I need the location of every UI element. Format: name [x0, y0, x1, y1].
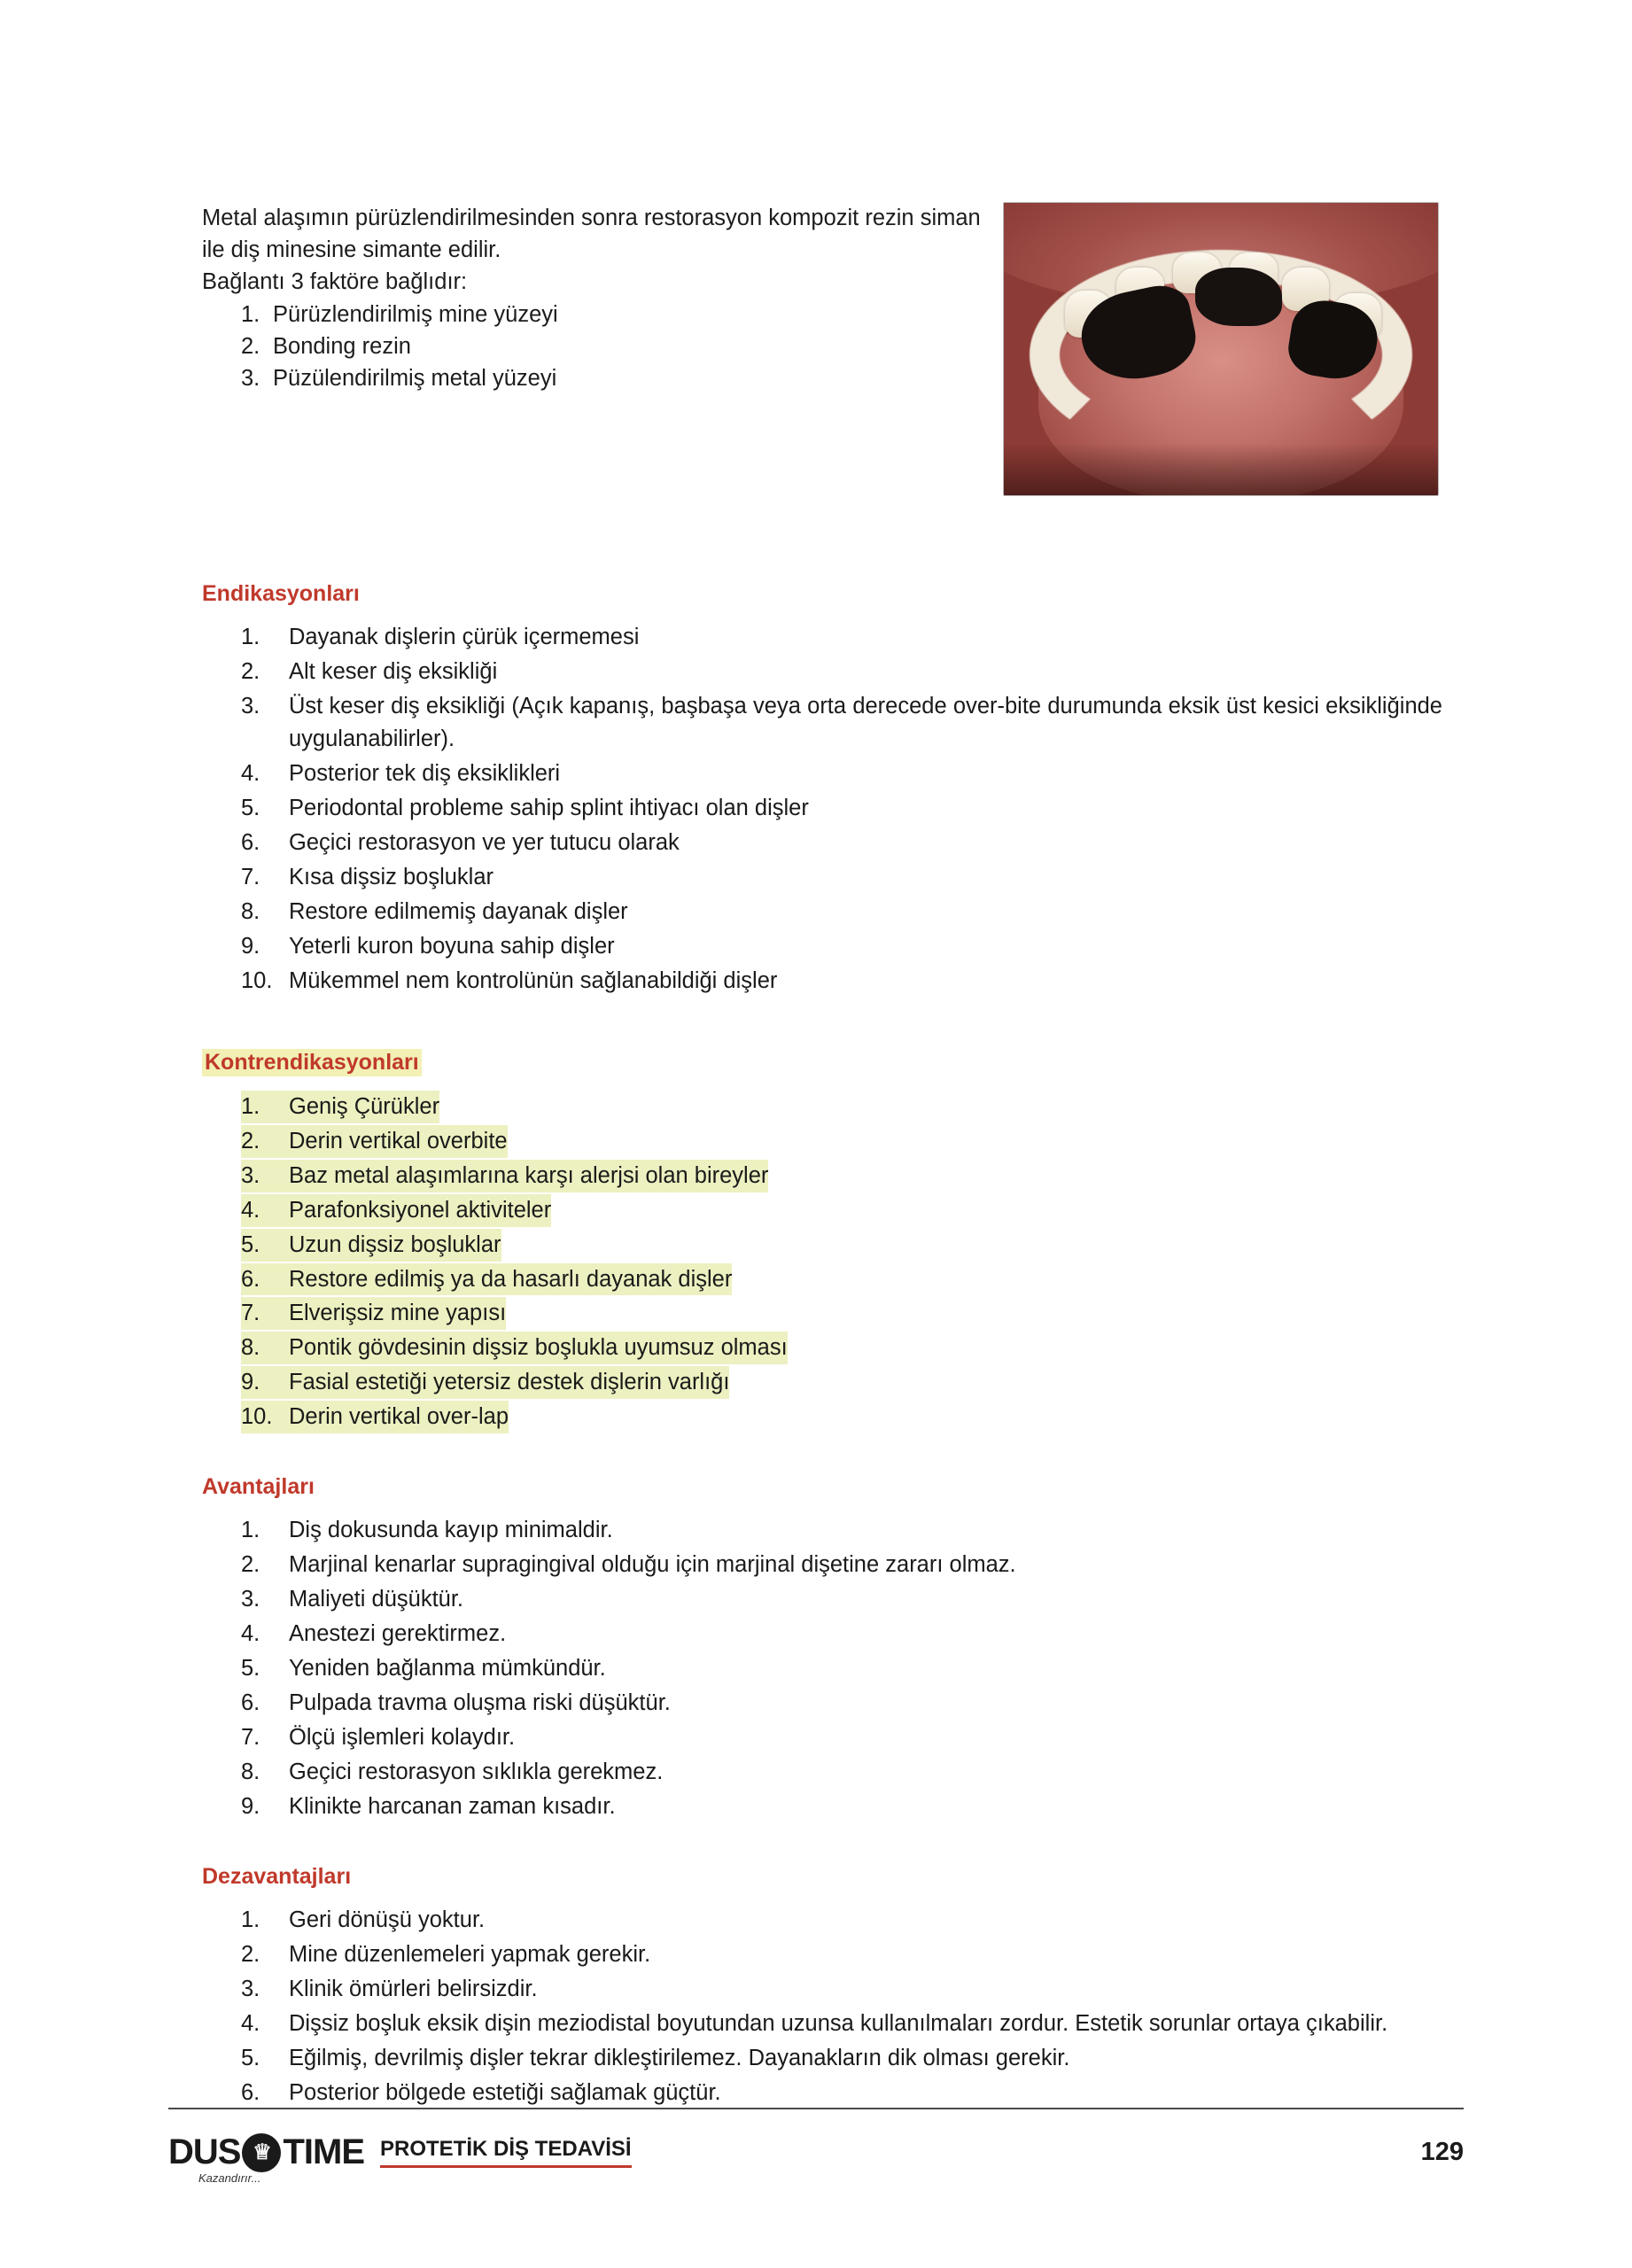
list-item-number: 10. [241, 967, 273, 993]
list-item [202, 1721, 1442, 1754]
list-item [202, 2008, 1442, 2040]
list-item-text: Marjinal kenarlar supragingival olduğu için marjinal dişetine zararı olmaz. [289, 1552, 1016, 1578]
list-item [202, 1583, 1442, 1616]
list-item-text: Kısa dişsiz boşluklar [289, 864, 494, 889]
list-item [202, 2077, 1442, 2109]
page-footer [168, 2108, 1464, 2185]
list-item-number: 9. [241, 933, 260, 959]
list-item [202, 1401, 1442, 1433]
list-item [202, 2042, 1442, 2075]
list-item-text: Fasial estetiği yetersiz destek dişlerin varlığı [289, 1366, 729, 1399]
list-item-text: Parafonksiyonel aktiviteler [289, 1194, 551, 1227]
list-item-number: 2. [241, 1942, 260, 1968]
list-item-text: Derin vertikal overbite [289, 1125, 508, 1158]
list-item-number: 4. [241, 1621, 260, 1647]
list-item-text: Dişsiz boşluk eksik dişin meziodistal boyutundan uzunsa kullanılmaları zordur. Estetik sorunlar ortaya çıkabilir. [289, 2010, 1388, 2036]
list-item-number: 5. [241, 795, 260, 820]
list-item-text: Klinik ömürleri belirsizdir. [289, 1977, 538, 2001]
intro-factor-list [202, 299, 982, 395]
section-list [202, 621, 1442, 998]
list-item [202, 757, 1442, 790]
logo-text-left: DUS [168, 2132, 241, 2171]
list-item [202, 1297, 1442, 1330]
list-item-number: 1. [241, 1518, 260, 1543]
logo-tagline: Kazandırır... [198, 2171, 261, 2185]
intro-text-block [202, 202, 982, 394]
list-item-text: Pontik gövdesinin dişsiz boşlukla uyumsuz olması [289, 1332, 788, 1364]
list-item-number: 3. [241, 1160, 289, 1192]
list-item-text: Uzun dişsiz boşluklar [289, 1229, 501, 1262]
list-item-text: Geçici restorasyon sıklıkla gerekmez. [289, 1759, 664, 1785]
list-item-number: 3. [241, 366, 260, 392]
list-item-number: 3. [241, 1977, 260, 2001]
list-item [202, 299, 982, 330]
list-item-text: Eğilmiş, devrilmiş dişler tekrar dikleştirilemez. Dayanakların dik olması gerekir. [289, 2045, 1070, 2070]
list-item-text: Diş dokusunda kayıp minimaldir. [289, 1518, 613, 1543]
list-item-number: 1. [241, 301, 260, 327]
list-item-text: Pulpada travma oluşma riski düşüktür. [289, 1690, 671, 1716]
list-item-text: Üst keser diş eksikliği (Açık kapanış, başbaşa veya orta derecede over-bite durumunda eksik üst kesici eksikliğinde uygulanabilirler). [289, 693, 1442, 751]
list-item-text: Geçici restorasyon ve yer tutucu olarak [289, 829, 680, 855]
list-item-number: 3. [241, 1587, 260, 1612]
list-item-text: Restore edilmemiş dayanak dişler [289, 898, 628, 924]
list-item-number: 6. [241, 2079, 260, 2105]
section-list [202, 1091, 1442, 1434]
list-item-number: 6. [241, 1263, 289, 1296]
list-item-text: Yeniden bağlanma mümkündür. [289, 1656, 606, 1682]
list-item-number: 9. [241, 1794, 260, 1820]
clinical-photo [1003, 202, 1439, 496]
list-item-number: 1. [241, 1091, 289, 1123]
footer-brand [168, 2132, 632, 2185]
list-item-number: 6. [241, 829, 260, 855]
list-item-text: Bonding rezin [273, 333, 411, 359]
list-item [202, 690, 1442, 756]
list-item-text: Restore edilmiş ya da hasarlı dayanak dişler [289, 1263, 732, 1296]
list-item [202, 1973, 1442, 2006]
section-avantajlari [202, 1474, 1442, 1823]
list-item [202, 1652, 1442, 1685]
page-number: 129 [1420, 2138, 1464, 2166]
section-title: Avantajları [202, 1474, 315, 1500]
section-endikasyonlari [202, 581, 1442, 998]
photo-shadow [1004, 443, 1438, 495]
list-item [202, 896, 1442, 928]
list-item [202, 1160, 1442, 1192]
list-item-text: Yeterli kuron boyuna sahip dişler [289, 933, 615, 959]
list-item-text: Posterior tek diş eksiklikleri [289, 760, 561, 786]
list-item [202, 656, 1442, 688]
list-item-text: Pürüzlendirilmiş mine yüzeyi [273, 301, 558, 327]
tooth-icon: ♕ [242, 2133, 281, 2172]
list-item-number: 5. [241, 2045, 260, 2070]
list-item [202, 362, 982, 394]
list-item-number: 5. [241, 1229, 289, 1262]
list-item-text: Ölçü işlemleri kolaydır. [289, 1725, 516, 1751]
list-item-number: 6. [241, 1690, 260, 1716]
list-item-text: Maliyeti düşüktür. [289, 1587, 464, 1612]
list-item-text: Geniş Çürükler [289, 1091, 439, 1123]
list-item-number: 2. [241, 1552, 260, 1578]
list-item-number: 8. [241, 898, 260, 924]
section-title: Dezavantajları [202, 1864, 352, 1890]
list-item-number: 7. [241, 1297, 289, 1330]
intro-paragraph-2: Bağlantı 3 faktöre bağlıdır: [202, 269, 468, 295]
section-list [202, 1514, 1442, 1823]
list-item [202, 1125, 1442, 1158]
list-item [202, 1194, 1442, 1227]
list-item-number: 9. [241, 1366, 289, 1399]
list-item-number: 1. [241, 1907, 260, 1933]
list-item-number: 8. [241, 1332, 289, 1364]
list-item-text: Anestezi gerektirmez. [289, 1621, 507, 1647]
list-item [202, 1366, 1442, 1399]
list-item [202, 1756, 1442, 1789]
list-item [202, 1790, 1442, 1823]
page-content [202, 202, 1442, 2111]
list-item [202, 1549, 1442, 1581]
list-item [202, 1904, 1442, 1937]
list-item [202, 621, 1442, 654]
list-item-number: 5. [241, 1656, 260, 1682]
intro-section [202, 202, 1442, 496]
list-item [202, 1263, 1442, 1296]
list-item-number: 2. [241, 1125, 289, 1158]
list-item [202, 1091, 1442, 1123]
list-item-number: 7. [241, 1725, 260, 1751]
list-item-number: 8. [241, 1759, 260, 1785]
section-title: Endikasyonları [202, 581, 360, 606]
list-item-text: Mine düzenlemeleri yapmak gerekir. [289, 1942, 651, 1968]
list-item [202, 1687, 1442, 1720]
list-item-text: Elverişsiz mine yapısı [289, 1297, 506, 1330]
list-item-number: 4. [241, 760, 260, 786]
list-item [202, 1618, 1442, 1651]
list-item [202, 930, 1442, 963]
logo [168, 2132, 364, 2185]
list-item-text: Mükemmel nem kontrolünün sağlanabildiği dişler [289, 967, 778, 993]
logo-text-right: TIME [283, 2132, 364, 2171]
list-item [202, 1229, 1442, 1262]
list-item-text: Alt keser diş eksikliği [289, 658, 498, 684]
list-item-number: 2. [241, 333, 260, 359]
list-item-text: Püzülendirilmiş metal yüzeyi [273, 366, 557, 392]
list-item-number: 1. [241, 625, 260, 649]
section-title: Kontrendikasyonları [202, 1049, 422, 1076]
list-item-text: Geri dönüşü yoktur. [289, 1907, 486, 1933]
list-item [202, 330, 982, 362]
list-item [202, 1514, 1442, 1547]
list-item-number: 4. [241, 2010, 260, 2036]
footer-subject: PROTETİK DİŞ TEDAVİSİ [380, 2137, 632, 2168]
list-item-number: 2. [241, 658, 260, 684]
list-item-number: 3. [241, 693, 260, 718]
list-item [202, 965, 1442, 998]
list-item-text: Klinikte harcanan zaman kısadır. [289, 1794, 616, 1820]
section-list [202, 1904, 1442, 2109]
section-dezavantajlari [202, 1864, 1442, 2109]
intro-paragraph-1: Metal alaşımın pürüzlendirilmesinden sonra restorasyon kompozit rezin siman ile diş minesine simante edilir. [202, 206, 981, 263]
list-item-text: Periodontal probleme sahip splint ihtiyacı olan dişler [289, 795, 809, 820]
list-item [202, 792, 1442, 825]
list-item-number: 7. [241, 864, 260, 889]
list-item-text: Dayanak dişlerin çürük içermemesi [289, 625, 640, 649]
list-item-text: Derin vertikal over-lap [289, 1401, 509, 1433]
photo-metal-retainer-center [1195, 268, 1282, 326]
footer-divider [168, 2108, 1464, 2109]
list-item [202, 827, 1442, 859]
list-item-text: Posterior bölgede estetiği sağlamak güçtür. [289, 2079, 721, 2105]
list-item-text: Baz metal alaşımlarına karşı alerjsi olan bireyler [289, 1160, 768, 1192]
list-item [202, 1332, 1442, 1364]
list-item-number: 10. [241, 1401, 289, 1433]
section-kontrendikasyonlari [202, 1049, 1442, 1434]
list-item-number: 4. [241, 1194, 289, 1227]
list-item [202, 1938, 1442, 1971]
list-item [202, 861, 1442, 894]
